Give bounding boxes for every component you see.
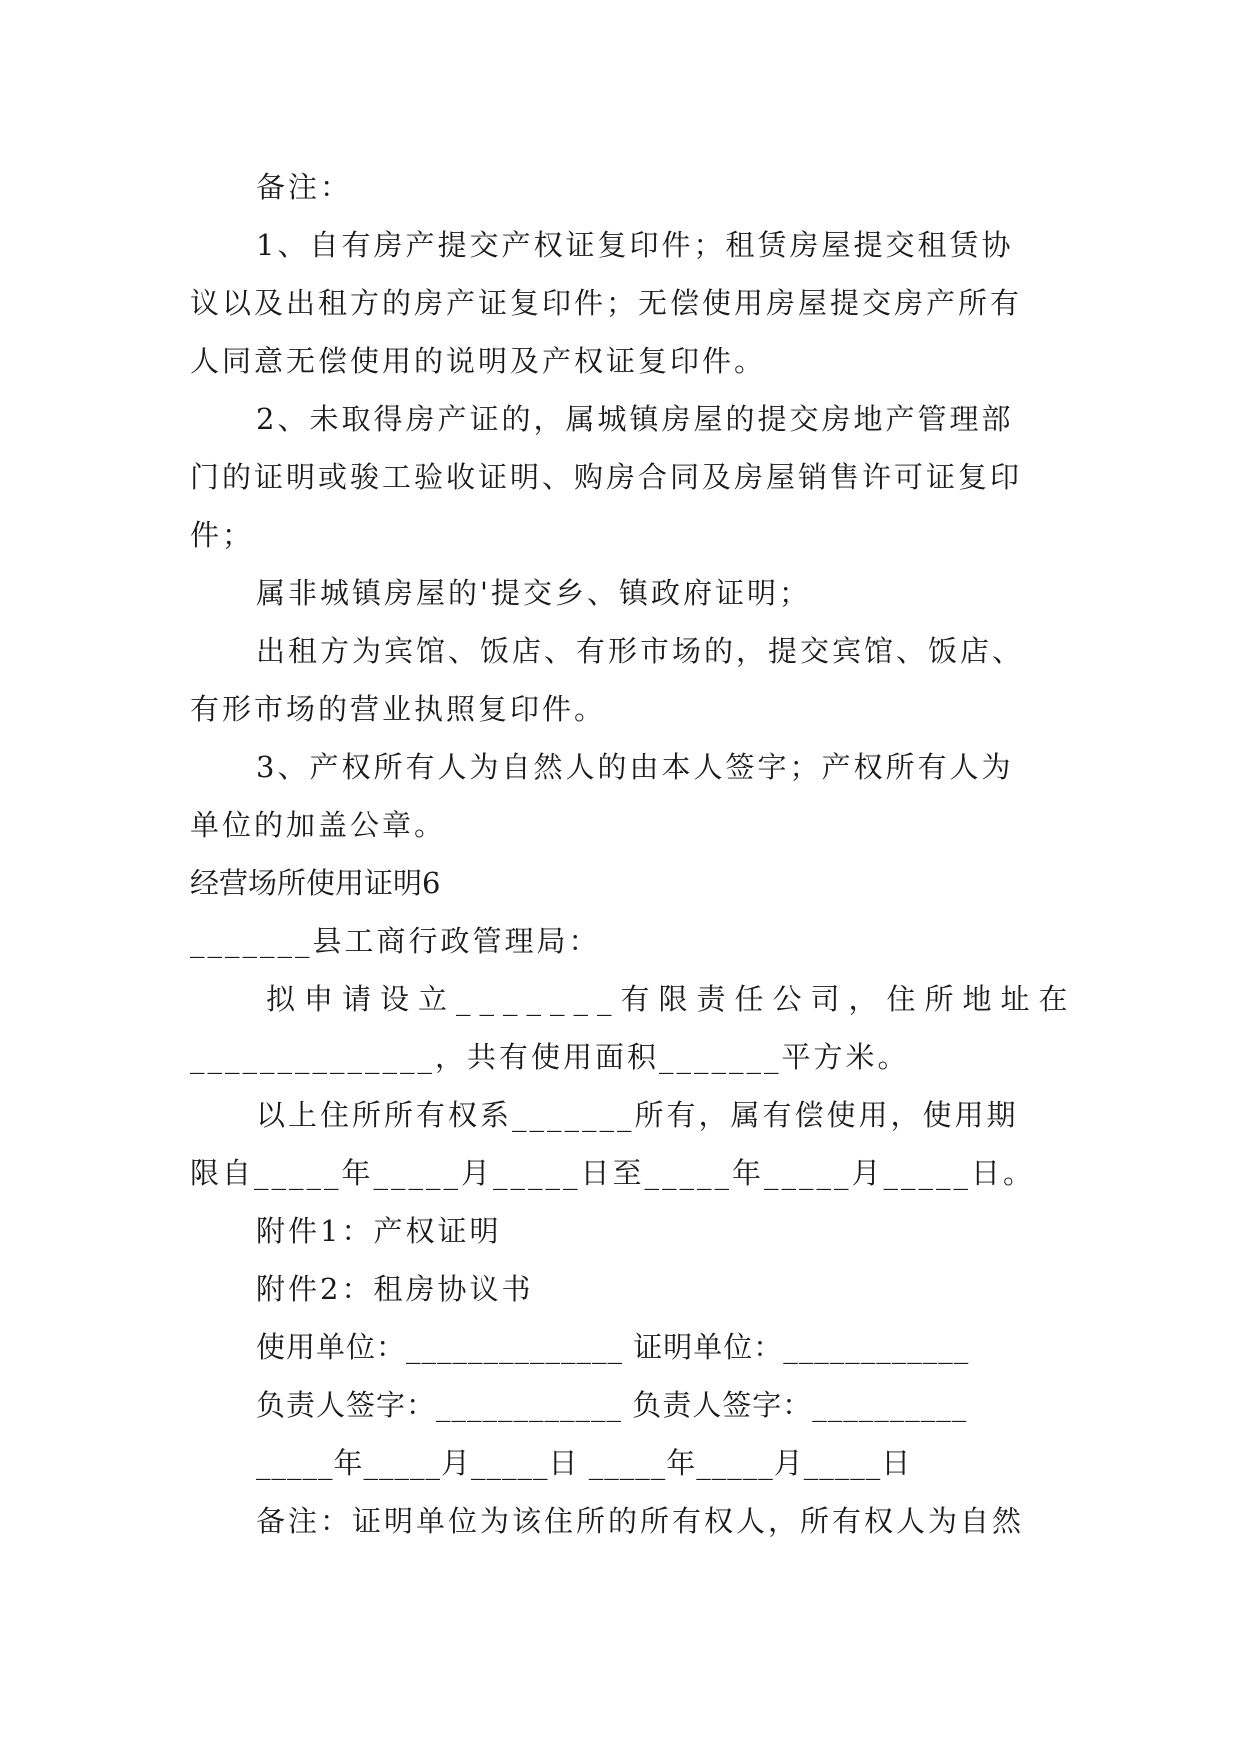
note-item-3-line-2: 单位的加盖公章。 [190, 808, 447, 842]
section-title: 经营场所使用证明6 [190, 866, 441, 900]
note-item-2-line-3: 件； [190, 518, 255, 552]
signature-dates-row: _____年_____月_____日 _____年_____月_____日 [256, 1446, 912, 1480]
body-line-1: 拟申请设立_______有限责任公司，住所地址在 [266, 982, 1077, 1016]
addressee: _______县工商行政管理局： [190, 924, 601, 958]
body-line-3: 以上住所所有权系_______所有，属有偿使用，使用期 [256, 1098, 1019, 1132]
signature-persons-row: 负责人签字：____________ 负责人签字：__________ [256, 1388, 968, 1422]
note-item-1-line-2: 议以及出租方的房产证复印件；无偿使用房屋提交房产所有 [190, 286, 1023, 320]
signature-units-row: 使用单位：______________ 证明单位：____________ [256, 1330, 970, 1364]
note-item-2-line-4: 属非城镇房屋的'提交乡、镇政府证明； [256, 576, 811, 610]
note-item-2-line-1: 2、未取得房产证的，属城镇房屋的提交房地产管理部 [256, 402, 1014, 436]
remark-line: 备注：证明单位为该住所的所有权人，所有权人为自然 [256, 1504, 1025, 1538]
note-heading: 备注： [256, 170, 353, 204]
attachment-1: 附件1：产权证明 [256, 1214, 502, 1248]
body-line-4: 限自_____年_____月_____日至_____年_____月_____日。 [190, 1156, 1036, 1190]
body-line-2: ______________，共有使用面积_______平方米。 [190, 1040, 910, 1074]
note-item-1-line-3: 人同意无偿使用的说明及产权证复印件。 [190, 344, 767, 378]
attachment-2: 附件2：租房协议书 [256, 1272, 534, 1306]
note-item-2-line-5: 出租方为宾馆、饭店、有形市场的，提交宾馆、饭店、 [256, 634, 1025, 668]
note-item-3-line-1: 3、产权所有人为自然人的由本人签字；产权所有人为 [256, 750, 1014, 784]
note-item-1-line-1: 1、自有房产提交产权证复印件；租赁房屋提交租赁协 [256, 228, 1014, 262]
note-item-2-line-2: 门的证明或骏工验收证明、购房合同及房屋销售许可证复印 [190, 460, 1023, 494]
note-item-2-line-6: 有形市场的营业执照复印件。 [190, 692, 607, 726]
